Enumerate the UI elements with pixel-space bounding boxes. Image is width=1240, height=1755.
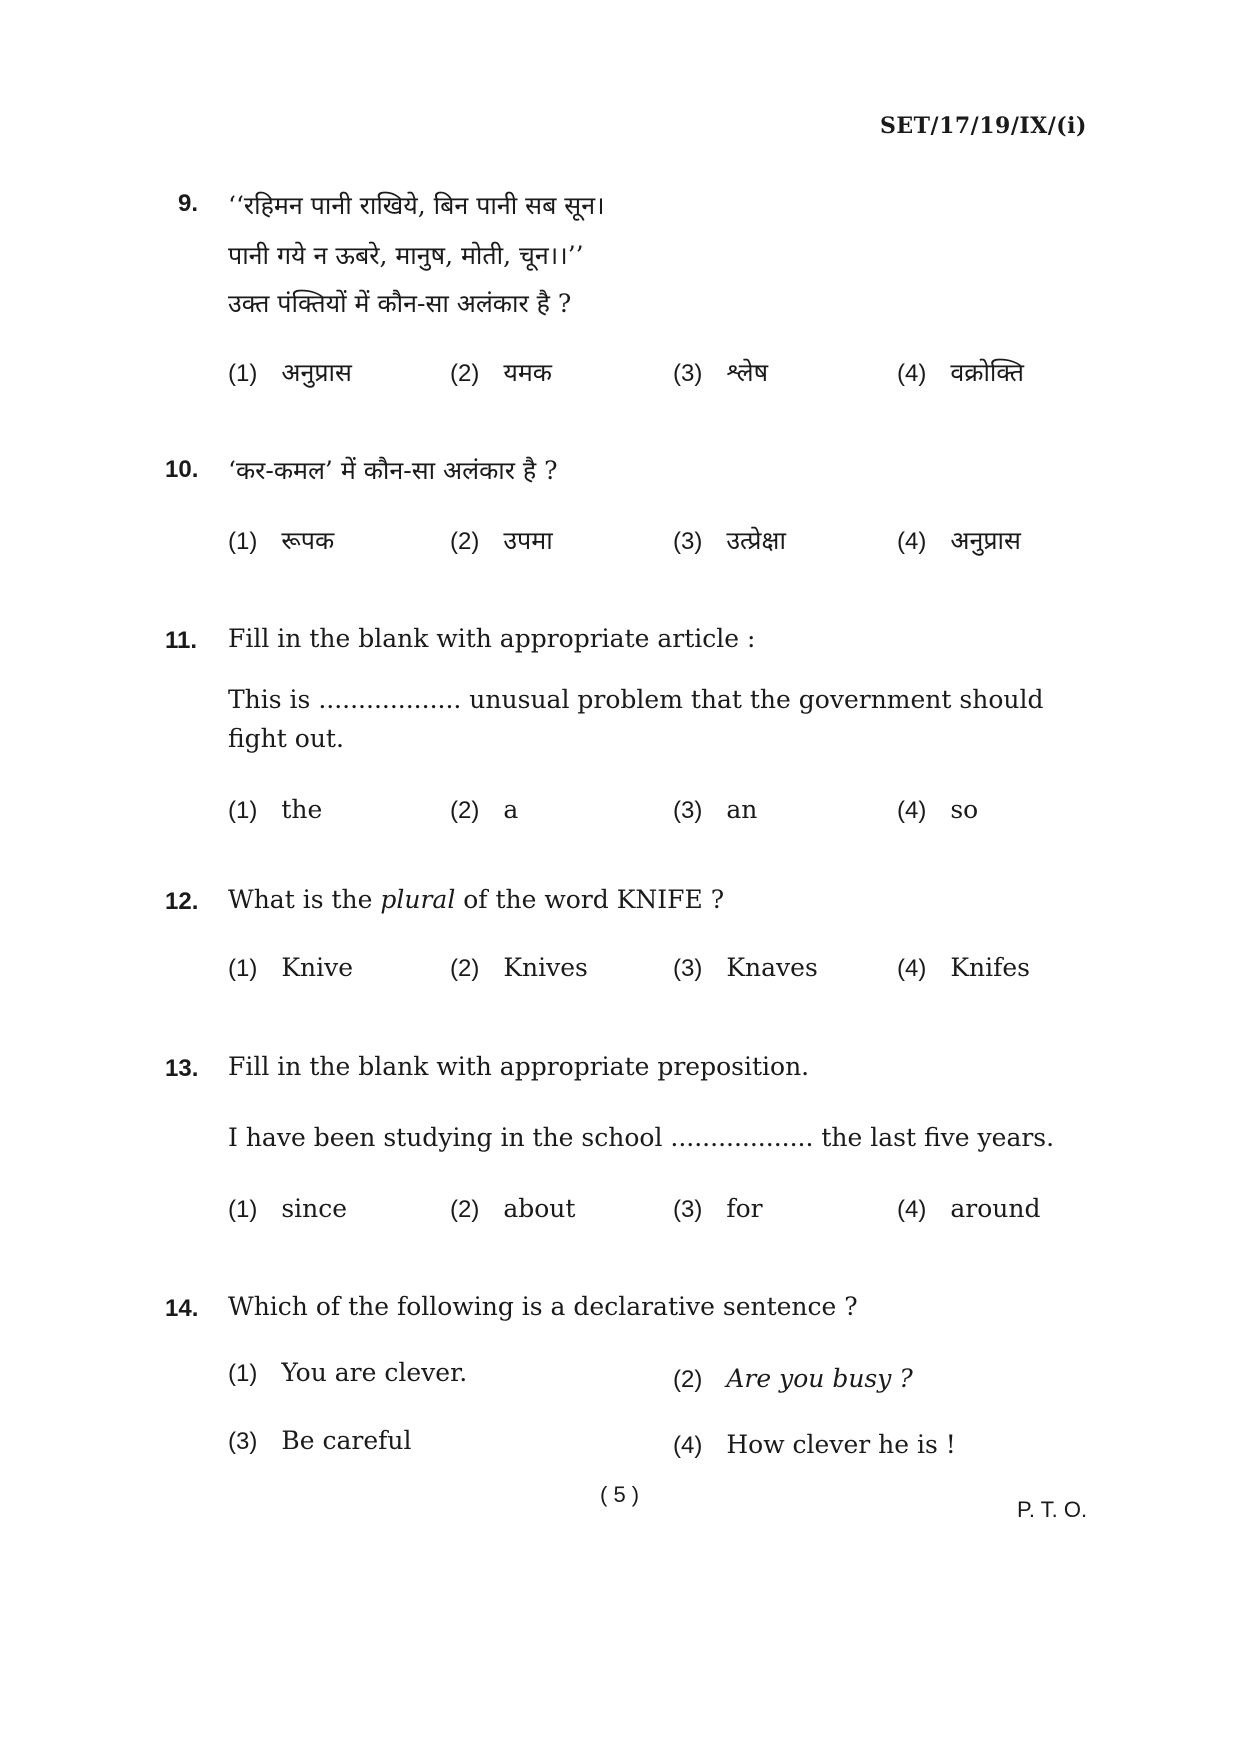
emphasis-plural: plural xyxy=(380,885,456,914)
option-3: (3) श्लेष xyxy=(673,358,769,387)
option-1: (1) You are clever. xyxy=(228,1358,468,1387)
question-number: 13. xyxy=(165,1055,199,1082)
option-3: (3) उत्प्रेक्षा xyxy=(673,526,786,555)
option-4: (4) Knifes xyxy=(897,953,1030,982)
question-line: ‘‘रहिमन पानी राखिये, बिन पानी सब सून। xyxy=(228,191,605,220)
question-line: I have been studying in the school .................. the last five years. xyxy=(228,1123,1055,1152)
option-2: (2) यमक xyxy=(450,358,552,387)
question-line: fight out. xyxy=(228,724,344,753)
question-number: 10. xyxy=(165,456,199,483)
option-3: (3) Knaves xyxy=(673,953,818,982)
question-line: Which of the following is a declarative sentence ? xyxy=(228,1292,858,1321)
page-number: ( 5 ) xyxy=(600,1482,640,1507)
question-line: Fill in the blank with appropriate article : xyxy=(228,624,756,653)
question-line: This is .................. unusual problem that the government should xyxy=(228,685,1044,714)
set-code: SET/17/19/IX/(i) xyxy=(880,113,1087,139)
option-1: (1) the xyxy=(228,795,323,824)
option-2: (2) Are you busy ? xyxy=(673,1364,913,1393)
option-2: (2) Knives xyxy=(450,953,588,982)
question-line: What is the plural of the word KNIFE ? xyxy=(228,885,725,914)
option-3: (3) an xyxy=(673,795,758,824)
question-line: उक्त पंक्तियों में कौन-सा अलंकार है ? xyxy=(228,289,572,318)
option-2: (2) a xyxy=(450,795,519,824)
question-number: 9. xyxy=(178,190,199,217)
question-number: 11. xyxy=(165,627,198,654)
option-1: (1) since xyxy=(228,1194,348,1223)
option-2: (2) about xyxy=(450,1194,576,1223)
question-number: 12. xyxy=(165,888,199,915)
question-line: Fill in the blank with appropriate preposition. xyxy=(228,1052,810,1081)
option-1: (1) रूपक xyxy=(228,526,335,555)
question-line: पानी गये न ऊबरे, मानुष, मोती, चून।।’’ xyxy=(228,241,584,270)
option-2: (2) उपमा xyxy=(450,526,553,555)
question-line: ‘कर-कमल’ में कौन-सा अलंकार है ? xyxy=(228,456,558,485)
option-4: (4) How clever he is ! xyxy=(673,1430,956,1459)
option-4: (4) so xyxy=(897,795,979,824)
option-4: (4) वक्रोक्ति xyxy=(897,358,1025,387)
pto-label: P. T. O. xyxy=(1017,1497,1088,1522)
option-4: (4) अनुप्रास xyxy=(897,526,1021,555)
question-number: 14. xyxy=(165,1295,199,1322)
option-1: (1) Knive xyxy=(228,953,354,982)
option-4: (4) around xyxy=(897,1194,1041,1223)
option-1: (1) अनुप्रास xyxy=(228,358,352,387)
option-3: (3) Be careful xyxy=(228,1426,412,1455)
option-3: (3) for xyxy=(673,1194,763,1223)
